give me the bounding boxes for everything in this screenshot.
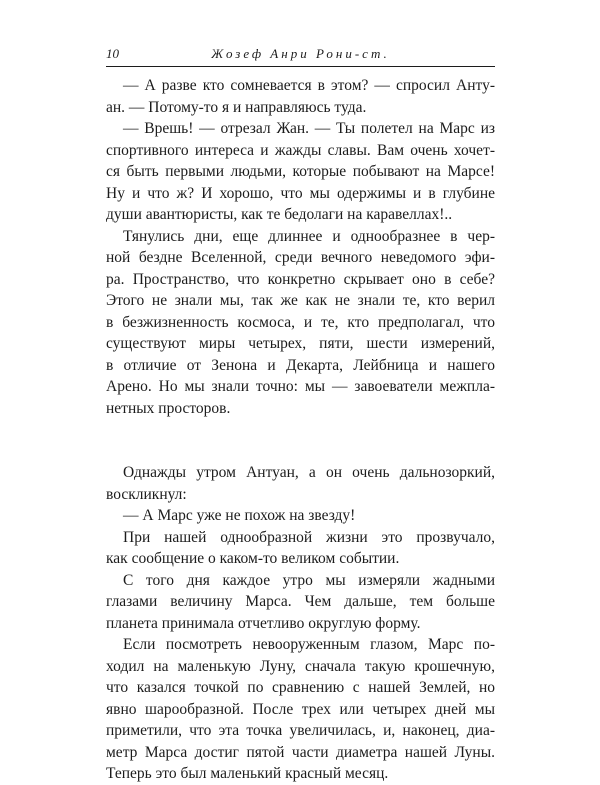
text-line: ан. — Потому-то я и направляюсь туда. [106, 98, 367, 116]
paragraph [106, 118, 495, 226]
text-line: Если посмотреть невооруженным глазом, Марс по- [123, 636, 495, 653]
text-line: Тянулись дни, еще длиннее и однообразнее в чер- [123, 227, 495, 245]
paragraph [106, 505, 495, 527]
text-line: Арено. Но мы знали точно: мы — завоеватели межпла- [106, 378, 495, 395]
text-line: ся быть первыми людьми, которые побывают на Марсе! [106, 163, 495, 180]
text-line: как сообщение о каком-то великом событии. [106, 550, 400, 567]
text-line: С того дня каждое утро мы измеряли жадными [123, 571, 495, 589]
text-line: ной бездне Вселенной, среди вечного неведомого эфи- [106, 249, 495, 266]
text-line: — Врешь! — отрезал Жан. — Ты полетел на Марс из [123, 120, 495, 137]
text-line: Теперь это был маленький красный месяц. [106, 765, 389, 782]
paragraph [106, 570, 495, 635]
text-line: глазами величину Марса. Чем дальше, тем больше [106, 593, 495, 610]
text-line: спортивного интереса и жажды славы. Вам очень хочет- [106, 141, 495, 159]
text-line: воскликнул: [106, 485, 187, 503]
body-text [106, 75, 495, 785]
paragraph [106, 226, 495, 420]
header-rule [106, 66, 495, 67]
section-break [106, 419, 495, 462]
section-2 [106, 462, 495, 785]
text-line: ходил на маленькую Луну, сначала такую крошечную, [106, 657, 495, 675]
text-line: существуют миры четырех, пяти, шести измерений, [106, 335, 495, 352]
text-line: приметили, что эта точка увеличилась, и, наконец, диа- [106, 722, 495, 739]
text-line: — А разве кто сомневается в этом? — спросил Анту- [123, 77, 495, 94]
paragraph [106, 527, 495, 570]
text-line: метр Марса достиг пятой части диаметра нашей Луны. [106, 743, 495, 761]
paragraph [106, 75, 495, 118]
text-line: Ну и что ж? И хорошо, что мы одержимы и в глубине [106, 184, 495, 202]
text-line: явно шарообразной. После трех или четырех дней мы [106, 700, 495, 718]
text-line: в безжизненность космоса, и те, кто предполагал, что [106, 313, 495, 331]
text-line: что казался точкой по сравнению с нашей Землей, но [106, 679, 495, 696]
paragraph [106, 634, 495, 785]
section-1 [106, 75, 495, 419]
text-line: — А Марс уже не похож на звезду! [123, 507, 356, 524]
text-line: При нашей однообразной жизни это прозвучало, [123, 528, 495, 546]
text-line: души авантюристы, как те бедолаги на каравеллах!.. [106, 206, 453, 223]
text-line: нетных просторов. [106, 399, 231, 417]
text-line: в отличие от Зенона и Декарта, Лейбница и нашего [106, 356, 495, 374]
text-line: планета принимала отчетливо округлую форму. [106, 614, 421, 632]
text-line: Этого не знали мы, так же как не знали те, кто верил [106, 292, 495, 309]
paragraph [106, 462, 495, 505]
text-line: Однажды утром Антуан, а он очень дальнозоркий, [123, 464, 495, 481]
text-line: ра. Пространство, что конкретно скрывает оно в себе? [106, 270, 495, 288]
book-header: Жозеф Анри Рони-ст. [211, 46, 390, 61]
page-number: 10 [106, 46, 119, 61]
running-head [106, 46, 495, 66]
